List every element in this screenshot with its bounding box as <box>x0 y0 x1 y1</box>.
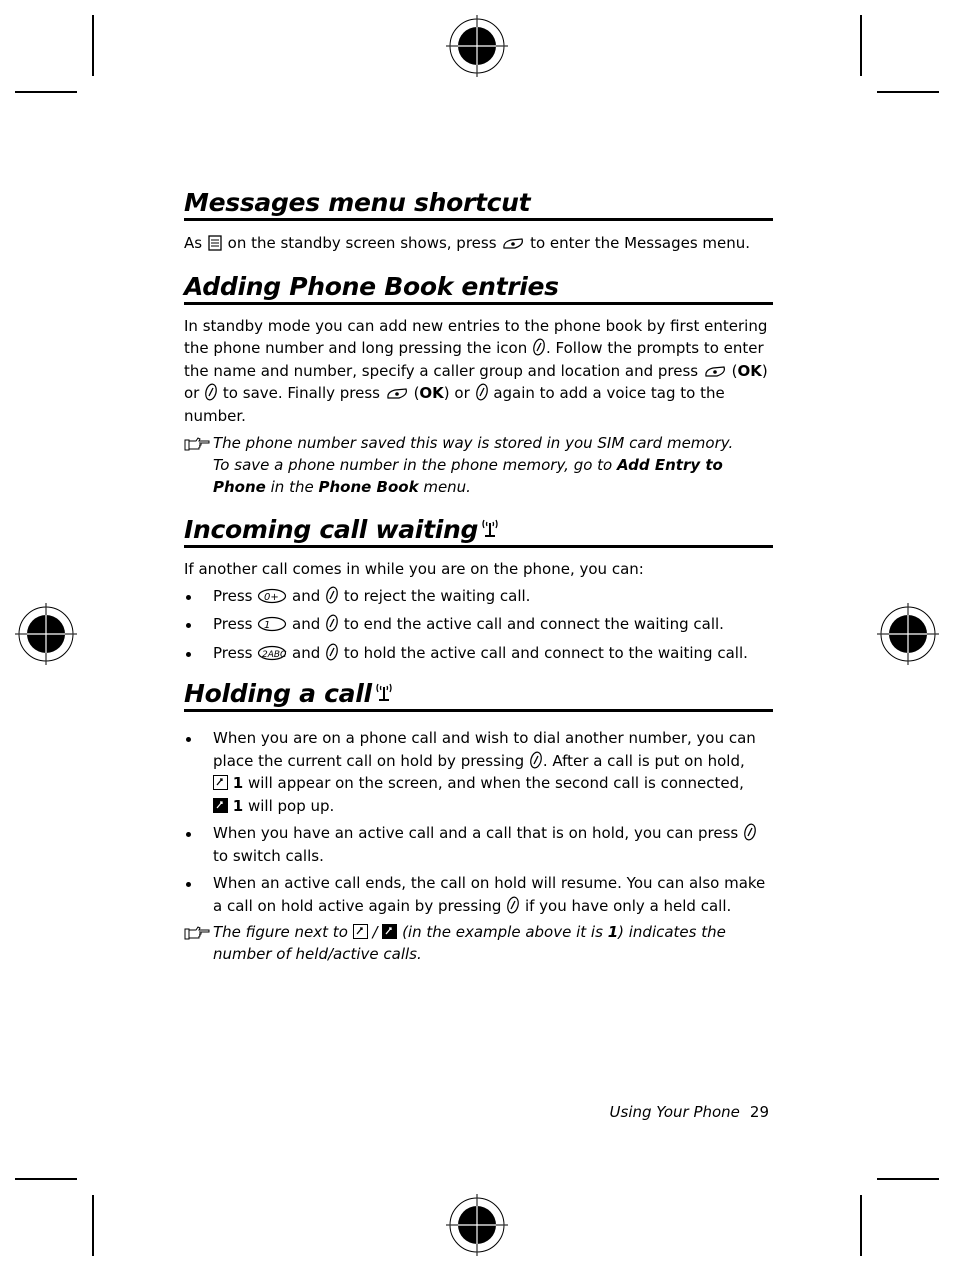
svg-text:2ABC: 2ABC <box>262 649 287 660</box>
crop-mark <box>92 1195 94 1256</box>
menu-key-icon <box>385 387 409 401</box>
two-key-icon <box>257 645 287 661</box>
send-key-icon <box>325 614 339 632</box>
list-item: When an active call ends, the call on hold will resume. You can also make a call on hold active again by pressing if you have only a held call. <box>184 872 773 917</box>
note-hand-icon <box>184 925 210 941</box>
registration-mark <box>446 1194 508 1256</box>
svg-text:1: 1 <box>264 620 271 631</box>
held-call-icon <box>353 924 368 939</box>
waiting-intro: If another call comes in while you are on the phone, you can: <box>184 560 644 578</box>
send-key-icon <box>532 338 546 356</box>
send-key-icon <box>743 823 757 841</box>
list-item: When you have an active call and a call that is on hold, you can press to switch calls. <box>184 822 773 867</box>
message-envelope-icon <box>207 235 223 251</box>
send-key-icon <box>325 586 339 604</box>
menu-key-icon <box>501 237 525 251</box>
note-hand-icon <box>184 436 210 452</box>
section-heading-adding: Adding Phone Book entries <box>184 272 773 305</box>
holding-list <box>184 727 773 917</box>
page-number: 29 <box>749 1103 769 1121</box>
section-heading-holding: Holding a call <box>184 679 773 712</box>
crop-mark <box>15 1178 77 1180</box>
send-key-icon <box>529 751 543 769</box>
section-heading-waiting: Incoming call waiting <box>184 515 773 548</box>
registration-mark <box>446 15 508 77</box>
list-item: Press 0+ and to reject the waiting call. <box>184 585 773 608</box>
active-call-icon <box>382 924 397 939</box>
active-call-icon <box>213 798 228 813</box>
crop-mark <box>15 91 77 93</box>
adding-paragraph: In standby mode you can add new entries to the phone book by first entering the phone number and long pressing the icon . Follow the prompts to enter the name and number, specify a caller group and location and press (OK) or to save. Finally press (OK) or again to add a voice tag to the number. <box>184 316 768 425</box>
svg-text:0+: 0+ <box>264 591 280 603</box>
menu-key-icon <box>703 365 727 379</box>
send-key-icon <box>506 896 520 914</box>
zero-key-icon <box>257 588 287 604</box>
registration-mark <box>877 603 939 665</box>
footer-label: Using Your Phone <box>609 1103 740 1121</box>
adding-note: The phone number saved this way is stored in you SIM card memory. To save a phone number in the phone memory, go to Add Entry to Phone in the Phone Book menu. <box>184 432 773 498</box>
section-heading-messages: Messages menu shortcut <box>184 188 773 221</box>
crop-mark <box>860 15 862 76</box>
send-key-icon <box>204 383 218 401</box>
waiting-list <box>184 585 773 665</box>
page-footer <box>610 1103 769 1121</box>
antenna-icon <box>482 518 498 540</box>
antenna-icon <box>376 682 392 704</box>
held-call-icon <box>213 775 228 790</box>
send-key-icon <box>325 643 339 661</box>
list-item: Press 2ABC and to hold the active call and connect to the waiting call. <box>184 642 773 665</box>
registration-mark <box>15 603 77 665</box>
crop-mark <box>860 1195 862 1256</box>
list-item: When you are on a phone call and wish to dial another number, you can place the current call on hold by pressing . After a call is put on hold, 1 will appear on the screen, and when the second call is connected, 1 will pop up. <box>184 727 773 817</box>
page-content <box>184 188 773 965</box>
list-item: Press 1 and to end the active call and connect the waiting call. <box>184 613 773 636</box>
crop-mark <box>92 15 94 76</box>
crop-mark <box>877 1178 939 1180</box>
crop-mark <box>877 91 939 93</box>
one-key-icon <box>257 616 287 632</box>
send-key-icon <box>475 383 489 401</box>
messages-paragraph: As on the standby screen shows, press to enter the Messages menu. <box>184 234 751 252</box>
holding-note: The figure next to / (in the example above it is 1) indicates the number of held/active calls. <box>184 921 773 965</box>
